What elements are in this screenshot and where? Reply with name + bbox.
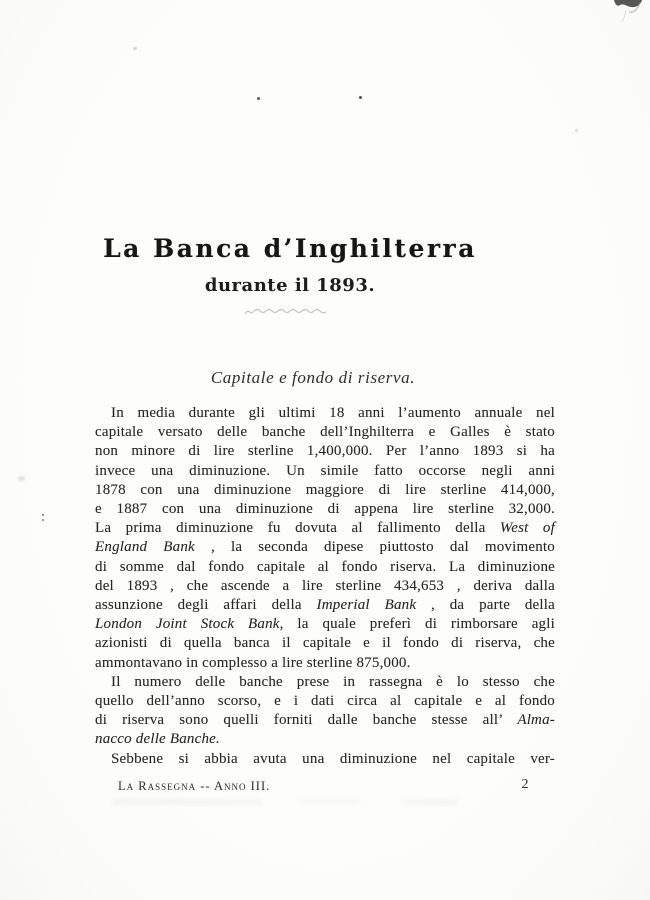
text-segment: di somme dal fondo capitale al fondo riserva. La diminuzione	[95, 558, 555, 575]
section-heading: Capitale e fondo di riserva.	[210, 368, 416, 387]
italic-text-segment: England Bank	[95, 539, 195, 556]
scan-speck	[133, 47, 137, 50]
body-text	[95, 404, 555, 769]
text-segment: 1878 con una diminuzione maggiore di lire sterline 414,000,	[95, 481, 555, 498]
text-line	[95, 577, 555, 596]
text-segment: e 1887 con una diminuzione di appena lire sterline 32,000.	[95, 501, 555, 518]
scan-speck	[42, 514, 44, 516]
text-line	[95, 462, 555, 481]
page-title: La Banca d’Inghilterra	[103, 234, 477, 263]
text-segment: invece una diminuzione. Un simile fatto occorse negli anni	[95, 462, 555, 479]
text-line	[95, 596, 555, 615]
text-line	[95, 750, 555, 769]
scan-bleedthrough	[300, 799, 360, 804]
text-line	[95, 423, 555, 442]
text-line	[95, 558, 555, 577]
text-segment: di riserva sono quelli forniti dalle banche stesse all’	[95, 712, 518, 729]
scan-speck	[575, 129, 578, 132]
text-segment: quello dell’anno scorso, e i dati circa al capitale e al fondo	[95, 693, 555, 710]
scan-bleedthrough	[405, 799, 457, 805]
text-line	[95, 615, 555, 634]
text-line	[95, 730, 555, 749]
text-line	[95, 692, 555, 711]
scan-bleedthrough	[112, 799, 262, 805]
text-line	[95, 711, 555, 730]
text-line	[95, 519, 555, 538]
italic-text-segment: nacco delle Banche.	[95, 731, 220, 748]
scan-speck	[257, 97, 260, 100]
divider-squiggle-icon	[243, 306, 333, 318]
text-segment: non minore di lire sterline 1,400,000. Per l’anno 1893 si ha	[95, 443, 555, 460]
footer-journal-line: La Rassegna -- Anno III.	[118, 779, 271, 793]
text-segment: capitale versato delle banche dell’Inghilterra e Galles è stato	[95, 424, 555, 441]
page-subtitle: durante il 1893.	[204, 275, 376, 296]
text-line	[95, 500, 555, 519]
text-line	[95, 538, 555, 557]
text-segment: Sebbene si abbia avuta una diminuzione nel capitale ver-	[111, 750, 555, 767]
italic-text-segment: West of	[499, 520, 555, 537]
scan-corner-artifact	[596, 0, 650, 30]
text-line	[95, 442, 555, 461]
italic-text-segment: Alma-	[517, 712, 555, 729]
text-line	[95, 481, 555, 500]
text-segment: azionisti di quella banca il capitale e il fondo di riserva, che	[95, 635, 555, 652]
scan-speck	[42, 519, 44, 521]
footer-page-number: 2	[521, 777, 529, 792]
text-segment: , la seconda dipese piuttosto dal movimento	[194, 539, 555, 556]
scan-speck	[18, 476, 25, 481]
text-segment: , la quale preferì di rimborsare agli	[279, 616, 555, 633]
text-segment: Il numero delle banche prese in rassegna è lo stesso che	[111, 673, 555, 690]
text-line	[95, 634, 555, 653]
text-line	[95, 404, 555, 423]
text-segment: In media durante gli ultimi 18 anni l’aumento annuale nel	[111, 405, 555, 421]
italic-text-segment: Imperial Bank	[316, 597, 417, 614]
text-segment: , da parte della	[416, 597, 556, 614]
text-line	[95, 654, 555, 673]
text-line	[95, 673, 555, 692]
text-segment: assunzione degli affari della	[95, 597, 317, 614]
text-segment: del 1893 , che ascende a lire sterline 434,653 , deriva dalla	[95, 577, 555, 594]
scan-speck	[359, 96, 362, 99]
italic-text-segment: London Joint Stock Bank	[95, 616, 280, 633]
text-segment: ammontavano in complesso a lire sterline 875,000.	[95, 654, 411, 671]
text-segment: La prima diminuzione fu dovuta al fallimento della	[95, 520, 500, 537]
